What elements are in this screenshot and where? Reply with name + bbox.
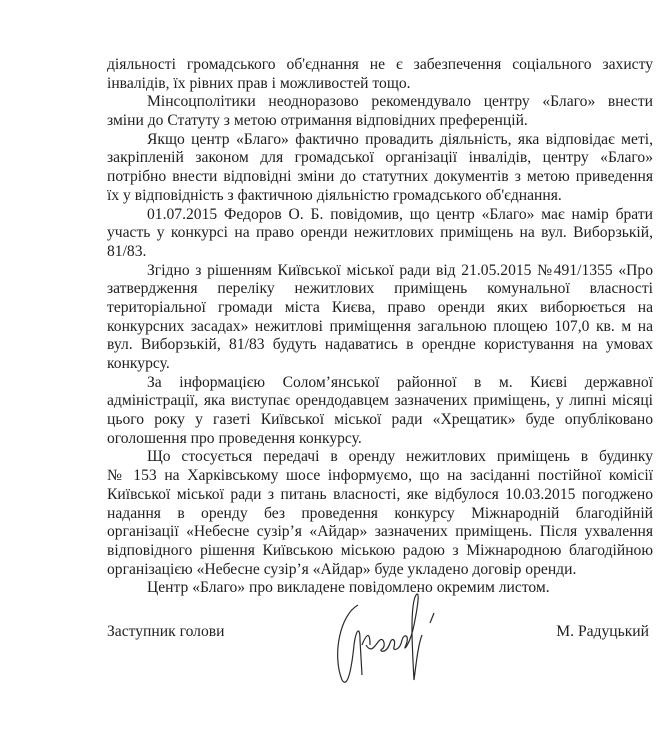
text-line: затвердження переліку нежитлових приміщень комунальної власності <box>107 280 653 298</box>
text-line: організації «Небесне сузір’я «Айдар» зазначених приміщень. Після ухвалення <box>107 523 653 541</box>
paragraph <box>107 56 653 93</box>
text-line: 01.07.2015 Федоров О. Б. повідомив, що центр «Благо» має намір брати <box>147 205 653 223</box>
text-line: участь у конкурсі на право оренди нежитлових приміщень на вул. Виборзькій, <box>107 224 653 242</box>
text-line: надання в оренду без проведення конкурсу Міжнародній благодійній <box>107 504 653 522</box>
text-line: оголошення про проведення конкурсу. <box>107 429 362 447</box>
signature-row <box>107 622 653 642</box>
text-line: організацією «Небесне сузір’я «Айдар» буде укладено договір оренди. <box>107 560 577 578</box>
text-line: потрібно внести відповідні зміни до статутних документів з метою приведення <box>107 168 653 186</box>
text-line: Мінсоцполітики неодноразово рекомендувало центру «Благо» внести <box>147 93 653 111</box>
text-line: закріпленій законом для громадської організації інвалідів, центру «Благо» <box>107 149 653 167</box>
text-line: Київської міської ради з питань власності, яке відбулося 10.03.2015 погоджено <box>107 485 653 503</box>
text-line: цього року у газеті Київської міської ради «Хрещатик» буде опубліковано <box>107 411 653 429</box>
text-line: Якщо центр «Благо» фактично провадить діяльність, яка відповідає меті, <box>147 130 653 148</box>
text-line: Згідно з рішенням Київської міської ради від 21.05.2015 №491/1355 «Про <box>147 261 653 279</box>
paragraph <box>107 448 653 579</box>
text-line: конкурсу. <box>107 355 170 372</box>
text-line: Центр «Благо» про викладене повідомлено окремим листом. <box>147 579 550 597</box>
paragraph <box>107 374 653 449</box>
text-line: вул. Виборзькій, 81/83 будуть надаватись в орендне користування на умовах <box>107 336 653 354</box>
signer-name: М. Радуцький <box>556 623 649 640</box>
letter-body <box>107 56 653 598</box>
text-line: конкурсних засадах» нежитлові приміщення загальною площею 107,0 кв. м на <box>107 317 653 335</box>
text-line: відповідного рішення Київською міською радою з Міжнародною благодійною <box>107 541 653 559</box>
signer-title: Заступник голови <box>107 623 225 640</box>
text-line: Що стосується передачі в оренду нежитлових приміщень в будинку <box>147 448 653 466</box>
paragraph <box>107 262 653 374</box>
text-line: територіальної громади міста Києва, право оренди яких виборюється на <box>107 298 653 316</box>
text-line: діяльності громадського об'єднання не є забезпечення соціального захисту <box>107 56 653 73</box>
paragraph <box>107 131 653 206</box>
text-line: 81/83. <box>107 242 147 260</box>
paragraph <box>107 93 653 130</box>
text-line: адміністрації, яка виступає орендодавцем зазначених приміщень, у липні місяці <box>107 392 653 410</box>
text-line: їх у відповідність з фактичною діяльністю громадського об'єднання. <box>107 186 562 204</box>
paragraph <box>107 206 653 262</box>
text-line: інвалідів, їх рівних прав і можливостей тощо. <box>107 74 411 92</box>
text-line: № 153 на Харківському шосе інформуємо, що на засіданні постійної комісії <box>107 467 653 485</box>
text-line: За інформацією Солом’янської районної в м. Києві державної <box>147 373 653 391</box>
text-line: зміни до Статуту з метою отримання відповідних преференцій. <box>107 112 528 130</box>
